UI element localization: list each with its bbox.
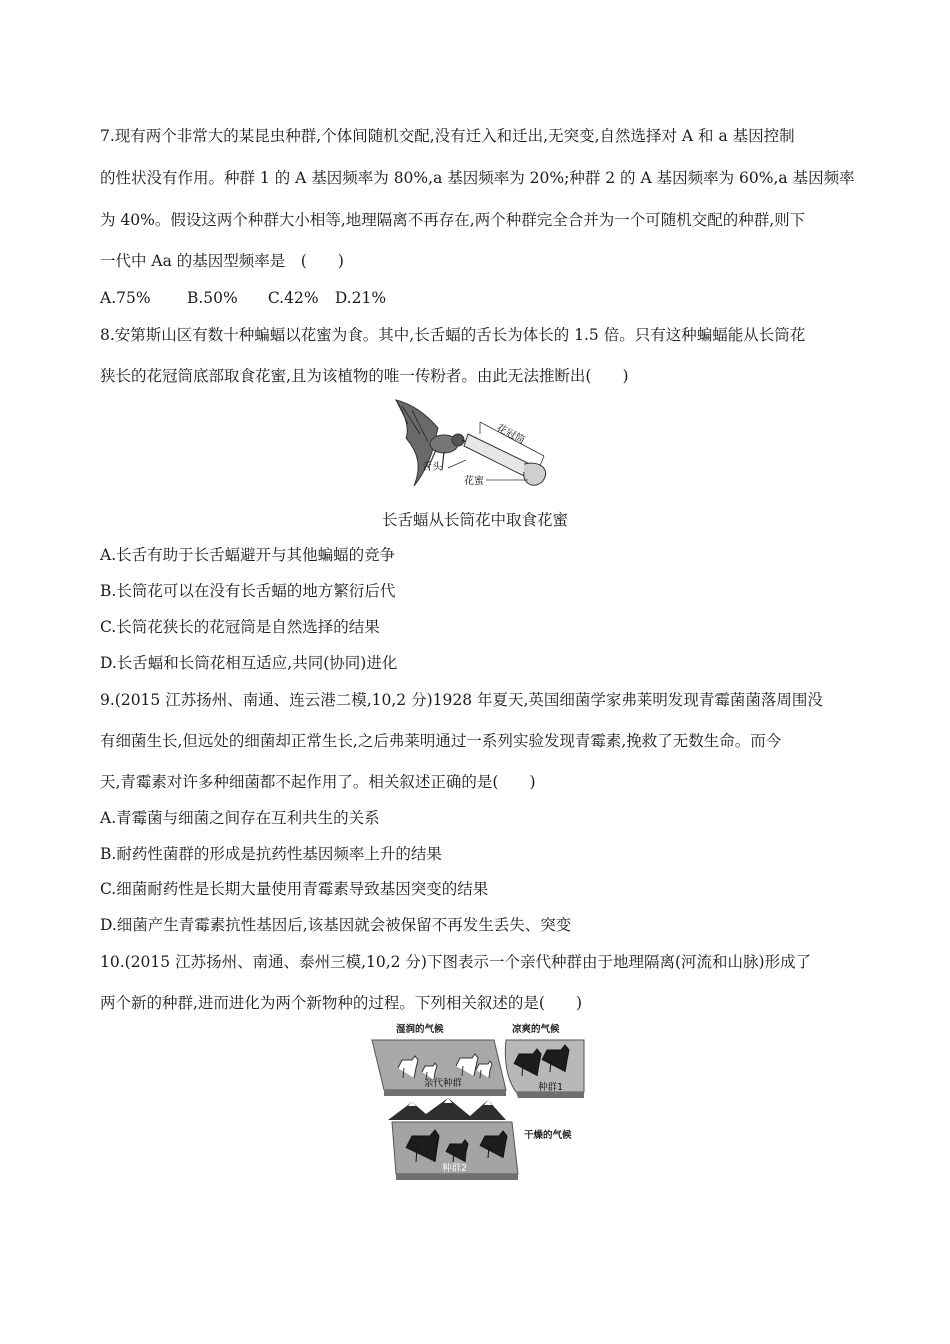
q10-line-1: 10.(2015 江苏扬州、南通、泰州三模,10,2 分)下图表示一个亲代种群由于地理隔离(河流和山脉)形成了	[100, 953, 812, 971]
q10-line-2: 两个新的种群,进而进化为两个新物种的过程。下列相关叙述的是( )	[100, 994, 583, 1012]
speciation-figure	[366, 1018, 588, 1184]
q8-line-1: 8.安第斯山区有数十种蝙蝠以花蜜为食。其中,长舌蝠的舌长为体长的 1.5 倍。只有这种蝙蝠能从长筒花	[100, 326, 806, 344]
humid-climate-label: 湿润的气候	[396, 1024, 444, 1035]
cool-climate-label: 凉爽的气候	[512, 1024, 560, 1035]
corolla-tube-label: 花冠筒	[494, 422, 527, 447]
population-1-label: 种群1	[538, 1082, 564, 1093]
bat-flower-figure	[392, 394, 560, 494]
q7-option-c[interactable]: C.42%	[267, 289, 319, 307]
q9-option-c[interactable]: C.细菌耐药性是长期大量使用青霉素导致基因突变的结果	[100, 880, 489, 898]
q7-options	[100, 288, 386, 308]
figure-caption: 长舌蝠从长筒花中取食花蜜	[381, 511, 568, 529]
q7-line-4: 一代中 Aa 的基因型频率是 ( )	[100, 252, 344, 270]
q9-line-1: 9.(2015 江苏扬州、南通、连云港二模,10,2 分)1928 年夏天,英国细菌学家弗莱明发现青霉菌菌落周围没	[100, 691, 823, 709]
population-2-label: 种群2	[442, 1163, 468, 1174]
dry-climate-label: 干燥的气候	[524, 1130, 572, 1141]
nectar-label: 花蜜	[464, 476, 484, 487]
q9-option-d[interactable]: D.细菌产生青霉素抗性基因后,该基因就会被保留不再发生丢失、突变	[100, 916, 572, 934]
q7-option-b[interactable]: B.50%	[186, 289, 238, 307]
q9-option-a[interactable]: A.青霉菌与细菌之间存在互利共生的关系	[100, 809, 380, 827]
q7-option-a[interactable]: A.75%	[100, 289, 151, 307]
tongue-label: 舌头	[422, 462, 442, 473]
q9-option-b[interactable]: B.耐药性菌群的形成是抗药性基因频率上升的结果	[100, 845, 442, 863]
q8-option-d[interactable]: D.长舌蝠和长筒花相互适应,共同(协同)进化	[100, 654, 398, 672]
q7-line-1: 7.现有两个非常大的某昆虫种群,个体间随机交配,没有迁入和迁出,无突变,自然选择对 A 和 a 基因控制	[100, 127, 795, 145]
q9-line-3: 天,青霉素对许多种细菌都不起作用了。相关叙述正确的是( )	[100, 773, 536, 791]
long-tongued-bat-illustration	[396, 400, 530, 486]
q8-option-c[interactable]: C.长筒花狭长的花冠筒是自然选择的结果	[100, 618, 380, 636]
q7-line-3: 为 40%。假设这两个种群大小相等,地理隔离不再存在,两个种群完全合并为一个可随机交配的种群,则下	[100, 211, 806, 229]
q9-line-2: 有细菌生长,但远处的细菌却正常生长,之后弗莱明通过一系列实验发现青霉素,挽救了无数生命。而今	[100, 732, 782, 750]
q7-line-2: 的性状没有作用。种群 1 的 A 基因频率为 80%,a 基因频率为 20%;种群 2 的 A 基因频率为 60%,a 基因频率	[100, 169, 855, 187]
q8-option-a[interactable]: A.长舌有助于长舌蝠避开与其他蝙蝠的竞争	[100, 546, 396, 564]
q8-option-b[interactable]: B.长筒花可以在没有长舌蝠的地方繁衍后代	[100, 582, 396, 600]
q7-option-d[interactable]: D.21%	[334, 289, 387, 307]
q8-line-2: 狭长的花冠筒底部取食花蜜,且为该植物的唯一传粉者。由此无法推断出( )	[100, 367, 629, 385]
parent-population-label: 亲代种群	[424, 1078, 463, 1089]
mountain-range	[388, 1098, 506, 1120]
